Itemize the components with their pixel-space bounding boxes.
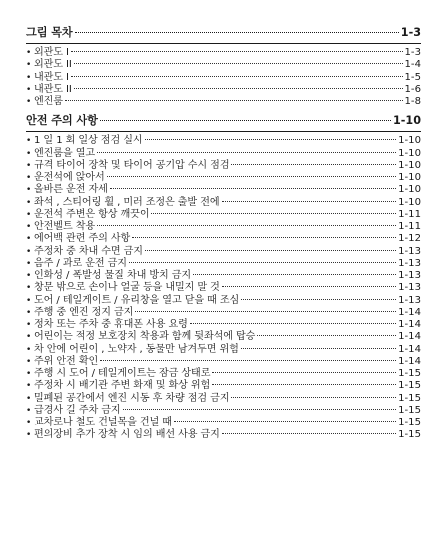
entry-label: 주정차 중 차내 수면 금지 [34, 245, 143, 257]
entry-label: 엔진룸 [34, 96, 63, 107]
entry-label: 차 안에 어린이 , 노약자 , 동물만 남겨두면 위험 [34, 343, 239, 355]
entry-label: 올바른 운전 자세 [34, 184, 108, 196]
entry-label: 안전벨트 착용 [34, 221, 96, 232]
bullet-icon: • [26, 84, 32, 95]
entry-label: 규격 타이어 장착 및 타이어 공기압 수시 점검 [34, 159, 230, 171]
entry-page-number: 1-13 [398, 245, 421, 257]
entry-page-number: 1-13 [398, 270, 421, 281]
toc-entry[interactable] [26, 295, 421, 307]
entry-page-number: 1-15 [398, 380, 421, 392]
entry-page-number: 1-11 [398, 221, 421, 232]
section-page-number: 1-3 [400, 26, 421, 39]
entry-label: 주행 시 도어 / 테일게이트는 잠금 상태로 [34, 368, 211, 379]
toc-entry[interactable] [26, 356, 421, 368]
bullet-icon: • [26, 405, 32, 416]
entry-label: 창문 밖으로 손이나 얼굴 등을 내밀지 말 것 [34, 282, 220, 294]
dot-leader [212, 372, 396, 373]
toc-entry[interactable] [26, 59, 421, 71]
bullet-icon: • [26, 148, 32, 159]
bullet-icon: • [26, 60, 32, 71]
bullet-icon: • [26, 381, 32, 392]
dot-leader [97, 152, 396, 153]
toc-entry[interactable] [26, 209, 421, 221]
entry-label: 음주 / 과로 운전 금지 [34, 257, 127, 269]
entry-page-number: 1-10 [398, 135, 421, 147]
bullet-icon: • [26, 283, 32, 294]
entry-label: 엔진룸을 열고 [34, 147, 96, 159]
bullet-icon: • [26, 222, 32, 232]
entry-label: 정차 또는 주차 중 휴대폰 사용 요령 [34, 319, 188, 330]
section-title: 그림 목차 [26, 26, 73, 39]
toc-entry[interactable] [26, 47, 421, 59]
entry-page-number: 1-10 [398, 147, 421, 159]
toc-entry[interactable] [26, 184, 421, 196]
entry-page-number: 1-6 [404, 83, 421, 95]
entry-label: 외관도 I [34, 47, 69, 58]
section-page-number: 1-10 [393, 114, 421, 128]
bullet-icon: • [26, 197, 32, 208]
toc-entry[interactable] [26, 405, 421, 417]
toc-entry[interactable] [26, 160, 421, 172]
dot-leader [222, 433, 396, 434]
entry-page-number: 1-8 [404, 96, 421, 107]
toc-entry[interactable] [26, 344, 421, 356]
entry-label: 내관도 I [34, 71, 69, 83]
bullet-icon: • [26, 369, 32, 379]
bullet-icon: • [26, 320, 32, 330]
dot-leader [100, 120, 391, 121]
bullet-icon: • [26, 209, 32, 220]
bullet-icon: • [26, 97, 32, 107]
dot-leader [231, 397, 396, 398]
entry-page-number: 1-10 [398, 159, 421, 171]
dot-leader [212, 384, 396, 385]
bullet-icon: • [26, 234, 32, 245]
toc-entry[interactable] [26, 368, 421, 380]
entry-label: 운전석 주변은 항상 깨끗이 [34, 208, 150, 220]
toc-entry[interactable] [26, 197, 421, 209]
dot-leader [107, 176, 396, 177]
bullet-icon: • [26, 258, 32, 269]
toc-entry[interactable] [26, 380, 421, 392]
dot-leader [129, 262, 396, 263]
entry-page-number: 1-14 [398, 331, 421, 343]
bullet-icon: • [26, 430, 32, 441]
entry-label: 인화성 / 폭발성 물질 차내 방치 금지 [34, 270, 192, 281]
entry-page-number: 1-15 [398, 392, 421, 404]
entry-label: 밀폐된 공간에서 엔진 시동 후 차량 점검 금지 [34, 392, 230, 404]
entry-label: 내관도 II [34, 83, 72, 95]
bullet-icon: • [26, 393, 32, 404]
entry-page-number: 1-14 [398, 343, 421, 355]
entry-label: 주정차 시 배기관 주변 화재 및 화상 위험 [34, 380, 211, 392]
entry-label: 외관도 II [34, 59, 72, 71]
dot-leader [100, 360, 396, 361]
toc-entry[interactable] [26, 393, 421, 405]
section-divider [26, 43, 421, 44]
dot-leader [193, 274, 396, 275]
section-heading-safety[interactable] [26, 114, 421, 128]
figure-list [26, 47, 421, 108]
entry-label: 교차로나 철도 건널목을 건널 때 [34, 417, 172, 428]
entry-page-number: 1-14 [398, 355, 421, 367]
entry-label: 에어백 관련 주의 사항 [34, 233, 131, 245]
bullet-icon: • [26, 173, 32, 183]
entry-label: 어린이는 적정 보호장치 착용과 함께 뒷좌석에 탑승 [34, 331, 256, 343]
entry-label: 주위 안전 확인 [34, 355, 99, 367]
dot-leader [257, 335, 396, 336]
dot-leader [151, 213, 396, 214]
entry-label: 도어 / 테일게이트 / 유리창을 열고 닫을 때 조심 [34, 294, 240, 306]
dot-leader [132, 237, 396, 238]
entry-label: 급경사 길 주차 금지 [34, 404, 121, 416]
entry-page-number: 1-10 [398, 184, 421, 196]
toc-entry[interactable] [26, 246, 421, 258]
toc-entry[interactable] [26, 331, 421, 343]
entry-page-number: 1-11 [398, 208, 421, 220]
entry-label: 주행 중 엔진 정지 금지 [34, 306, 134, 318]
entry-page-number: 1-15 [398, 368, 421, 379]
toc-entry[interactable] [26, 72, 421, 84]
entry-page-number: 1-10 [398, 172, 421, 183]
bullet-icon: • [26, 48, 32, 58]
entry-page-number: 1-13 [398, 282, 421, 294]
bullet-icon: • [26, 356, 32, 367]
entry-label: 1 일 1 회 일상 점검 실시 [34, 135, 143, 147]
dot-leader [145, 139, 397, 140]
dot-leader [231, 164, 396, 165]
bullet-icon: • [26, 246, 32, 257]
toc-entry[interactable] [26, 172, 421, 184]
entry-page-number: 1-15 [398, 404, 421, 416]
dot-leader [110, 188, 396, 189]
dot-leader [65, 100, 403, 101]
bullet-icon: • [26, 72, 32, 83]
dot-leader [71, 76, 403, 77]
dot-leader [97, 225, 396, 226]
toc-entry[interactable] [26, 429, 421, 441]
dot-leader [75, 32, 399, 33]
dot-leader [222, 286, 396, 287]
bullet-icon: • [26, 418, 32, 428]
section-title: 안전 주의 사항 [26, 114, 98, 128]
toc-entry[interactable] [26, 233, 421, 245]
entry-page-number: 1-3 [404, 47, 421, 58]
entry-page-number: 1-12 [398, 233, 421, 245]
entry-label: 편의장비 추가 장착 시 임의 배선 사용 금지 [34, 429, 220, 441]
entry-page-number: 1-14 [398, 319, 421, 330]
entry-page-number: 1-10 [398, 196, 421, 208]
toc-entry[interactable] [26, 84, 421, 96]
dot-leader [145, 250, 396, 251]
bullet-icon: • [26, 344, 32, 355]
toc-entry[interactable] [26, 319, 421, 331]
bullet-icon: • [26, 160, 32, 171]
entry-label: 운전석에 앉아서 [34, 172, 105, 183]
dot-leader [222, 201, 397, 202]
toc-entry[interactable] [26, 148, 421, 160]
dot-leader [123, 409, 397, 410]
table-of-contents [26, 26, 421, 442]
dot-leader [74, 88, 403, 89]
toc-entry[interactable] [26, 307, 421, 319]
dot-leader [241, 348, 396, 349]
entry-page-number: 1-15 [398, 417, 421, 428]
entry-page-number: 1-13 [398, 257, 421, 269]
dot-leader [71, 51, 403, 52]
entry-label: 좌석 , 스티어링 휠 , 미러 조정은 출발 전에 [34, 196, 220, 208]
toc-entry[interactable] [26, 417, 421, 429]
bullet-icon: • [26, 295, 32, 306]
bullet-icon: • [26, 332, 32, 343]
entry-page-number: 1-14 [398, 306, 421, 318]
toc-entry[interactable] [26, 282, 421, 294]
bullet-icon: • [26, 271, 32, 281]
section-heading-figures[interactable] [26, 26, 421, 40]
toc-entry[interactable] [26, 221, 421, 233]
safety-list [26, 135, 421, 441]
entry-page-number: 1-15 [398, 429, 421, 441]
entry-page-number: 1-5 [404, 71, 421, 83]
dot-leader [135, 311, 396, 312]
dot-leader [190, 323, 396, 324]
dot-leader [74, 63, 403, 64]
toc-entry[interactable] [26, 135, 421, 147]
toc-entry[interactable] [26, 96, 421, 108]
entry-page-number: 1-13 [398, 294, 421, 306]
entry-page-number: 1-4 [404, 59, 421, 71]
bullet-icon: • [26, 307, 32, 318]
bullet-icon: • [26, 185, 32, 196]
toc-entry[interactable] [26, 258, 421, 270]
bullet-icon: • [26, 136, 32, 147]
dot-leader [241, 299, 396, 300]
section-divider [26, 131, 421, 132]
dot-leader [174, 421, 396, 422]
toc-entry[interactable] [26, 270, 421, 282]
